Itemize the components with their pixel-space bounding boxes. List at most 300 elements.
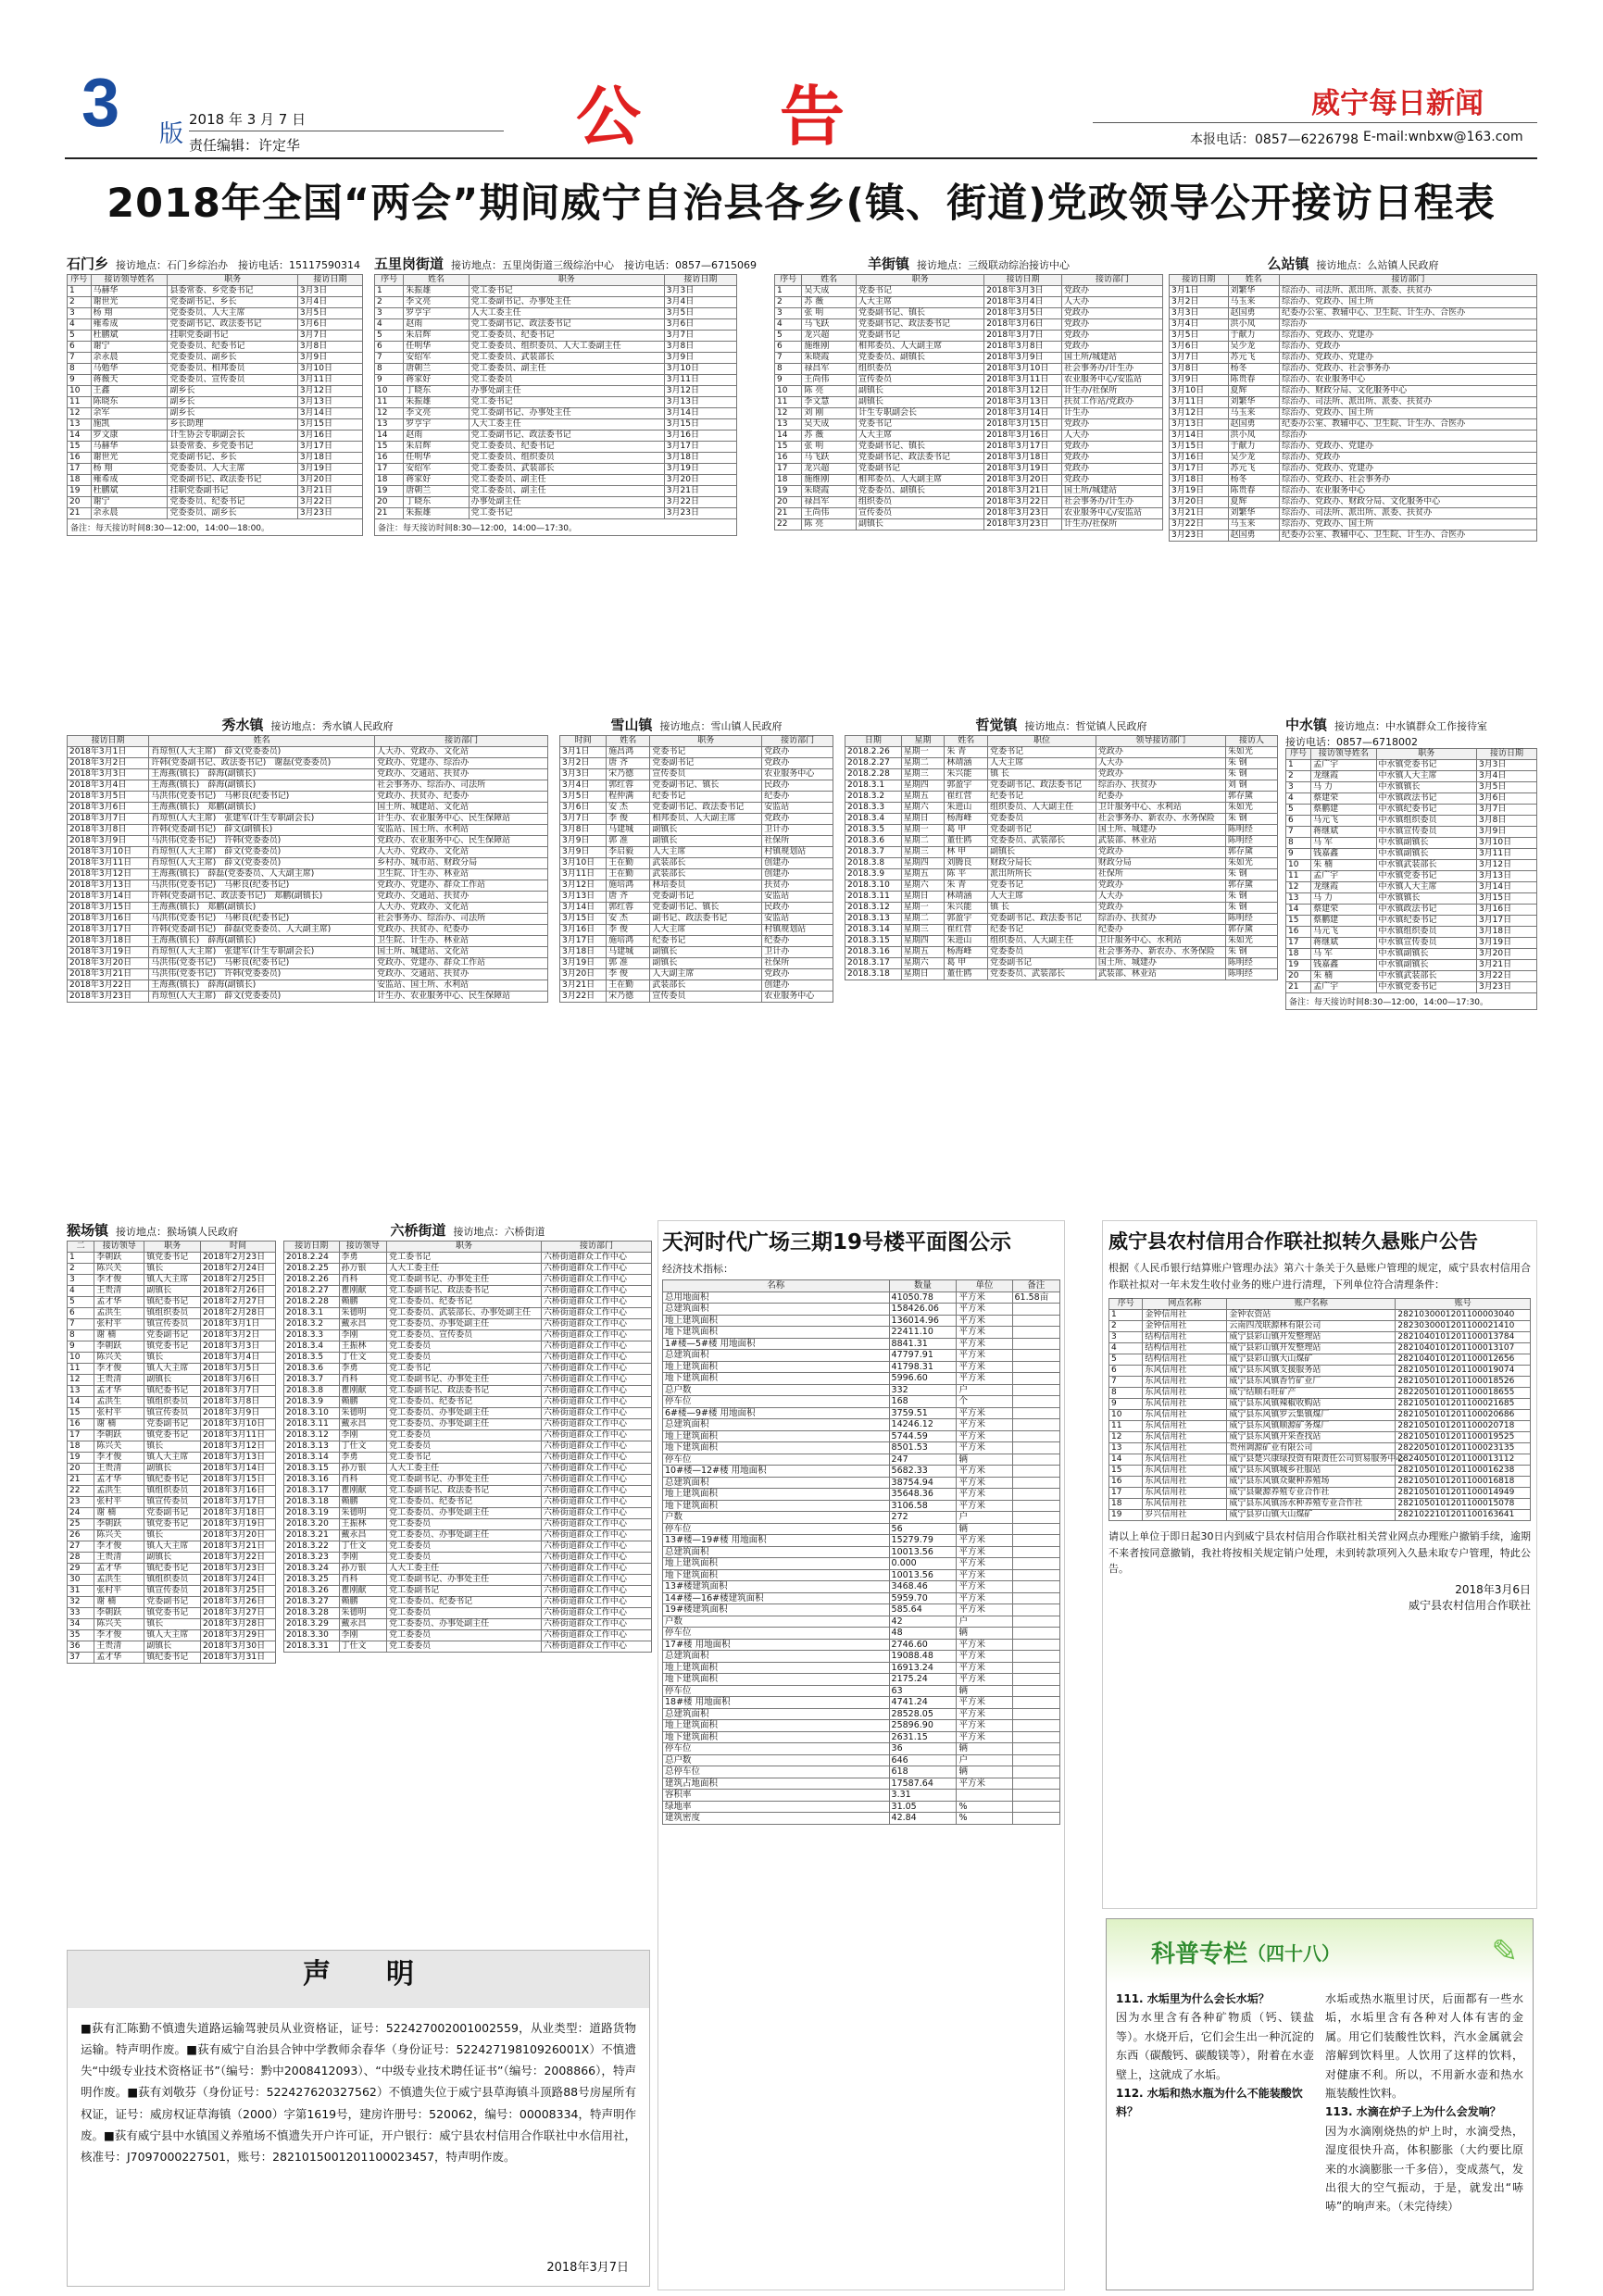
table-cell: 2018.2.25 <box>284 1264 340 1275</box>
table-cell: 朱如光 <box>1225 858 1277 869</box>
table-cell: 2018.3.29 <box>284 1619 340 1630</box>
table-cell: 党政办 <box>1062 475 1163 486</box>
table-row <box>560 814 833 825</box>
table-cell: 龙兴超 <box>802 464 857 475</box>
table-row <box>284 1497 652 1508</box>
table-row <box>68 1575 276 1586</box>
table-cell: 2018.3.6 <box>845 836 902 847</box>
table-row <box>68 825 548 836</box>
table-cell: 8 <box>68 364 92 375</box>
table-cell: 综治办、党政办、党建办 <box>1280 331 1537 342</box>
table-cell: 党工委书记 <box>387 1364 542 1375</box>
table-cell: 谢 楠 <box>94 1419 144 1430</box>
table-row <box>1286 849 1537 860</box>
table-cell: 13#楼建筑面积 <box>663 1581 890 1593</box>
section-phone: 接访电话：0857—6718002 <box>1285 736 1418 748</box>
table-cell: 停车位 <box>663 1685 890 1697</box>
table-cell: 瞿刚献 <box>339 1486 387 1497</box>
table-cell: 谢 楠 <box>94 1330 144 1341</box>
table-row <box>375 464 737 475</box>
table-cell: 蒋继斌 <box>1311 827 1376 838</box>
main-headline: 2018年全国“两会”期间威宁自治县各乡(镇、街道)党政领导公开接访日程表 <box>106 181 1496 227</box>
table-cell: 谢 楠 <box>94 1508 144 1519</box>
schedule-table <box>67 735 548 1003</box>
table-cell: 王鑫 <box>91 386 168 397</box>
table-cell: 3月22日 <box>297 497 362 508</box>
table-cell: 11 <box>775 397 802 408</box>
table-cell: 党委委员、武装部长 <box>988 969 1096 980</box>
table-cell: 2018.3.5 <box>845 825 902 836</box>
table-cell: 2018.3.17 <box>845 958 902 969</box>
table-row <box>775 486 1163 497</box>
table-cell: 镇 长 <box>988 769 1096 780</box>
table-cell: 李才俊 <box>94 1364 144 1375</box>
table-cell: 党工委副书记、办事处主任 <box>387 1275 542 1286</box>
table-cell: 党委副书记、乡长 <box>168 453 297 464</box>
table-cell: 洪小凤 <box>1228 430 1280 442</box>
table-cell: 宣传委员 <box>650 769 762 780</box>
table-cell: 户 <box>957 1616 1012 1628</box>
table-cell: 党政办 <box>1096 903 1225 914</box>
table-cell: 赵雨 <box>404 430 469 442</box>
table-row <box>68 892 548 903</box>
table-cell: 18 <box>68 1441 94 1453</box>
table-cell: 3月17日 <box>1170 464 1229 475</box>
table-cell: 李 俊 <box>607 969 650 980</box>
table-cell: 15279.79 <box>889 1535 957 1547</box>
table-cell: 安监站 <box>762 892 833 903</box>
table-cell: 17 <box>68 464 92 475</box>
table-cell: 纪委书记 <box>650 792 762 803</box>
table-row <box>1170 375 1537 386</box>
table-cell: 3月10日 <box>1476 838 1536 849</box>
table-cell: 东风信用社 <box>1143 1466 1227 1477</box>
table-cell: 王贵清 <box>94 1286 144 1297</box>
building-title: 天河时代广场三期19号楼平面图公示 <box>662 1230 1012 1254</box>
hotline: 本报电话：0857—6226798 <box>1190 132 1359 147</box>
table-row <box>68 1330 276 1341</box>
table-row <box>1109 1321 1531 1332</box>
table-row <box>663 1442 1060 1454</box>
table-cell: 党委书记 <box>988 880 1096 892</box>
table-cell <box>1012 1801 1060 1813</box>
table-cell <box>1012 1558 1060 1570</box>
table-cell: 646 <box>889 1754 957 1766</box>
table-cell: 蔡鹏建 <box>1311 916 1376 927</box>
table-cell: 星期一 <box>901 825 945 836</box>
table-cell: 31.05 <box>889 1801 957 1813</box>
table-cell: 卫计办 <box>762 825 833 836</box>
column-header: 接访日期 <box>984 275 1062 286</box>
table-row <box>68 969 548 980</box>
table-row <box>663 1801 1060 1813</box>
table-cell: 平方米 <box>957 1651 1012 1663</box>
column-header: 数量 <box>889 1280 957 1292</box>
table-cell: 王在勤 <box>607 980 650 992</box>
section-header <box>283 1220 652 1241</box>
table-cell: 副镇长 <box>856 397 983 408</box>
table-cell: 董仕鸥 <box>945 836 988 847</box>
table-cell: 王海燕(镇长) 薛海(副镇长) <box>149 780 375 792</box>
table-cell: 2018年3月2日 <box>68 758 149 769</box>
table-cell: 地上建筑面积 <box>663 1361 890 1373</box>
table-cell: 张村平 <box>94 1319 144 1330</box>
table-cell: 党工委委员、办事处副主任 <box>387 1408 542 1419</box>
table-cell: 东风信用社 <box>1143 1410 1227 1421</box>
table-cell: 卫计服务中心、水利站 <box>1096 936 1225 947</box>
section-houchang <box>67 1220 276 1942</box>
table-cell: 人大办、党政办、文化站 <box>375 903 548 914</box>
table-cell: 党委副书记、镇长 <box>856 442 983 453</box>
table-cell: 孟洪生 <box>94 1575 144 1586</box>
table-cell: 平方米 <box>957 1361 1012 1373</box>
table-cell: 赖鹏 <box>339 1297 387 1308</box>
table-row <box>1109 1499 1531 1510</box>
table-cell: 3月7日 <box>664 331 736 342</box>
table-cell: 副镇长 <box>144 1286 201 1297</box>
table-cell: 2018年3月28日 <box>201 1619 276 1630</box>
table-row <box>663 1304 1060 1316</box>
table-cell: 党委委员、副镇长 <box>856 486 983 497</box>
table-row <box>663 1454 1060 1466</box>
table-cell: 威宁县东风镇众聚种养殖场 <box>1227 1477 1396 1488</box>
table-cell: 刘繁华 <box>1228 508 1280 519</box>
table-cell: 地下建筑面积 <box>663 1373 890 1385</box>
table-cell: 2018.3.10 <box>845 880 902 892</box>
table-cell: 国土所、城建站、文化站 <box>375 947 548 958</box>
table-cell: 中水镇镇长 <box>1376 893 1476 905</box>
table-row <box>663 1489 1060 1501</box>
table-header-row <box>68 736 548 747</box>
table-cell: 2018.3.15 <box>845 936 902 947</box>
table-cell: 党工委副书记、政法委书记 <box>387 1386 542 1397</box>
table-cell: 2018.3.18 <box>845 969 902 980</box>
table-cell <box>957 1790 1012 1802</box>
table-cell: 党政办 <box>762 747 833 758</box>
table-cell: 许韩(党委副书记) 薛文(副镇长) <box>149 825 375 836</box>
table-cell: 吴天成 <box>802 419 857 430</box>
table-cell: 10013.56 <box>889 1546 957 1558</box>
table-row <box>775 453 1163 464</box>
table-cell: 2018年3月8日 <box>68 825 149 836</box>
table-cell: 六桥街道群众工作中心 <box>541 1553 651 1564</box>
table-cell: 党工委副书记、办事处主任 <box>469 408 664 419</box>
bank-signer: 威宁县农村信用合作联社 <box>1408 1598 1531 1612</box>
table-cell: 3月21日 <box>1476 960 1536 971</box>
table-cell: 3月17日 <box>1476 916 1536 927</box>
table-cell: 2821050101201100016818 <box>1396 1477 1531 1488</box>
table-cell: 陈明经 <box>1225 914 1277 925</box>
kepu-number: （四十八） <box>1247 1941 1341 1965</box>
table-cell: 2018年2月27日 <box>201 1297 276 1308</box>
table-cell <box>1012 1477 1060 1489</box>
table-cell: 六桥街道群众工作中心 <box>541 1297 651 1308</box>
table-row <box>68 364 363 375</box>
table-cell: 16 <box>68 453 92 464</box>
table-cell: 党工委委员 <box>387 1641 542 1653</box>
table-cell: 孟才华 <box>94 1653 144 1664</box>
table-row <box>284 1575 652 1586</box>
table-cell: 党工委副书记、办事处主任 <box>469 297 664 308</box>
table-row <box>68 1319 276 1330</box>
table-cell: 3月15日 <box>1476 893 1536 905</box>
kepu-q113: 113. 水滴在炉子上为什么会发响？ <box>1325 2105 1501 2119</box>
table-row <box>68 1541 276 1553</box>
table-cell: 2018.2.28 <box>284 1297 340 1308</box>
table-cell: 党委副书记、政法委书记 <box>650 803 762 814</box>
table-cell: 2821050101201100014949 <box>1396 1488 1531 1499</box>
table-row <box>663 1350 1060 1362</box>
table-row <box>845 814 1278 825</box>
table-cell: 星期日 <box>901 969 945 980</box>
table-cell: 2018年3月10日 <box>201 1419 276 1430</box>
table-cell: 中水镇副镇长 <box>1376 960 1476 971</box>
table-cell: 48 <box>889 1628 957 1640</box>
table-cell: 马洪伟(党委书记) 马彬良(纪委书记) <box>149 914 375 925</box>
table-cell: 3月20日 <box>1170 497 1229 508</box>
table-cell: 李才俊 <box>94 1275 144 1286</box>
table-cell: 瞿刚献 <box>339 1286 387 1297</box>
table-cell: 19 <box>68 1453 94 1464</box>
table-cell: 3月8日 <box>560 825 607 836</box>
table-cell: 2018年3月22日 <box>68 980 149 992</box>
table-cell: 停车位 <box>663 1743 890 1755</box>
table-cell: 2018.3.23 <box>284 1553 340 1564</box>
table-cell: 2821050101201100015078 <box>1396 1499 1531 1510</box>
table-cell: 33 <box>68 1608 94 1619</box>
table-cell: 2018.3.2 <box>284 1319 340 1330</box>
table-row <box>663 1639 1060 1651</box>
table-cell: 刘腾良 <box>945 858 988 869</box>
table-cell: 东风信用社 <box>1143 1499 1227 1510</box>
table-cell: 社会事务办、新农办、水务保险 <box>1096 947 1225 958</box>
table-cell: 42 <box>889 1616 957 1628</box>
table-cell: 2018年3月23日 <box>984 519 1062 530</box>
table-cell: 威宁县东风镇城乡社服站 <box>1227 1466 1396 1477</box>
table-cell: 总建筑面积 <box>663 1419 890 1431</box>
section-wulijie <box>374 254 757 696</box>
table-cell: 25896.90 <box>889 1720 957 1732</box>
table-row <box>1286 916 1537 927</box>
table-row <box>663 1535 1060 1547</box>
table-cell: 2018年3月12日 <box>984 386 1062 397</box>
table-row <box>663 1407 1060 1419</box>
table-cell: 郭存黛 <box>1225 792 1277 803</box>
table-cell: 2018年3月2日 <box>201 1330 276 1341</box>
table-cell: 2018年3月7日 <box>68 814 149 825</box>
table-cell: 于献力 <box>1228 331 1280 342</box>
table-cell: 计生办/社保所 <box>1062 519 1163 530</box>
table-cell <box>1012 1674 1060 1686</box>
table-cell: 中水镇组织委员 <box>1376 927 1476 938</box>
table-row <box>1286 782 1537 793</box>
table-cell: 程仲满 <box>607 792 650 803</box>
table-cell: 朱启辉 <box>404 442 469 453</box>
table-cell: 钱嘉鑫 <box>1311 849 1376 860</box>
table-row <box>560 925 833 936</box>
table-cell: 张村平 <box>94 1497 144 1508</box>
table-cell: 3月16日 <box>1170 453 1229 464</box>
table-cell: 镇纪委书记 <box>144 1386 201 1397</box>
table-cell: 6 <box>1286 816 1311 827</box>
table-cell: 3月5日 <box>560 792 607 803</box>
newspaper-brand: 威宁每日新闻 <box>1311 87 1484 120</box>
table-cell: 瞿刚献 <box>339 1586 387 1597</box>
table-cell: 20 <box>375 497 404 508</box>
table-cell: 星期四 <box>901 780 945 792</box>
table-cell: 六桥街道群众工作中心 <box>541 1264 651 1275</box>
table-cell: 六桥街道群众工作中心 <box>541 1341 651 1353</box>
table-cell: 3月16日 <box>664 430 736 442</box>
table-row <box>1286 893 1537 905</box>
table-cell: 施维刚 <box>802 342 857 353</box>
table-row <box>663 1581 1060 1593</box>
table-row <box>560 958 833 969</box>
table-cell: 张 明 <box>802 442 857 453</box>
table-cell: 2018.3.24 <box>284 1564 340 1575</box>
table-row <box>375 386 737 397</box>
table-cell: 2018年3月16日 <box>984 430 1062 442</box>
table-cell <box>1012 1535 1060 1547</box>
table-cell: 8841.31 <box>889 1338 957 1350</box>
section-name: 哲觉镇 <box>975 717 1018 733</box>
table-cell: 创建办 <box>762 980 833 992</box>
table-cell: 2018.3.13 <box>284 1441 340 1453</box>
table-row <box>375 364 737 375</box>
table-cell: 镇党委书记 <box>144 1341 201 1353</box>
table-cell: 谢 楠 <box>94 1597 144 1608</box>
table-cell: 3月14日 <box>1170 430 1229 442</box>
table-cell: 2018.3.30 <box>284 1630 340 1641</box>
table-cell: 平方米 <box>957 1327 1012 1339</box>
table-cell: 党工委副书记、政法委书记 <box>469 430 664 442</box>
table-cell: 国土所、城建站、文化站 <box>375 803 548 814</box>
table-cell: 党工委副书记、办事处主任 <box>387 1375 542 1386</box>
table-cell: 总建筑面积 <box>663 1350 890 1362</box>
table-cell: 3月9日 <box>560 836 607 847</box>
table-cell: 威宁县楚兴康绿投资有限责任公司贸易服务中心 <box>1227 1454 1396 1466</box>
table-cell: 3月10日 <box>664 364 736 375</box>
table-cell: 平方米 <box>957 1338 1012 1350</box>
table-cell: 吴天成 <box>802 286 857 297</box>
table-cell: 38754.94 <box>889 1477 957 1489</box>
table-row <box>68 1430 276 1441</box>
table-cell: 人大工委主任 <box>387 1264 542 1275</box>
table-cell <box>1012 1454 1060 1466</box>
table-cell: 郭红蓉 <box>607 903 650 914</box>
column-header: 接访部门 <box>1062 275 1163 286</box>
table-cell: 10#楼—12#楼 用地面积 <box>663 1466 890 1478</box>
table-cell: 2018年3月23日 <box>68 992 149 1003</box>
table-cell: 2018年3月31日 <box>201 1653 276 1664</box>
table-cell: 星期一 <box>901 747 945 758</box>
table-cell: 2018.2.27 <box>845 758 902 769</box>
table-header-row <box>775 275 1163 286</box>
table-row <box>68 386 363 397</box>
table-row <box>68 1475 276 1486</box>
table-cell: 张村平 <box>94 1408 144 1419</box>
table-cell: 镇纪委书记 <box>144 1297 201 1308</box>
table-row <box>1286 816 1537 827</box>
table-cell: 综治办、党政办、国土所 <box>1280 297 1537 308</box>
table-cell: 副乡长 <box>168 386 297 397</box>
table-cell: 王贵清 <box>94 1464 144 1475</box>
table-cell: 人大副主席 <box>650 969 762 980</box>
table-cell <box>1012 1685 1060 1697</box>
table-cell: 罗文康 <box>91 430 168 442</box>
table-cell: 平方米 <box>957 1708 1012 1720</box>
table-row <box>284 1253 652 1264</box>
table-cell: 禄昌军 <box>802 497 857 508</box>
table-cell: 肖琼恒(人大主席) 薛文(党委委员) <box>149 858 375 869</box>
table-cell: 国土所、城建办 <box>1096 825 1225 836</box>
table-cell: 罗亨宇 <box>404 308 469 319</box>
table-row <box>560 847 833 858</box>
table-row <box>1109 1488 1531 1499</box>
table-cell: 六桥街道群众工作中心 <box>541 1330 651 1341</box>
table-cell: 2 <box>1286 771 1311 782</box>
table-cell: 2018年3月11日 <box>201 1430 276 1441</box>
table-cell: 李朝跃 <box>94 1430 144 1441</box>
table-cell: 挂职党委副书记 <box>168 331 297 342</box>
table-cell: 郭 准 <box>607 958 650 969</box>
table-cell: 谢世光 <box>91 297 168 308</box>
table-cell: 272 <box>889 1512 957 1524</box>
table-cell: 2018年3月12日 <box>201 1441 276 1453</box>
table-cell: 陈明经 <box>1225 836 1277 847</box>
table-cell: 六桥街道群众工作中心 <box>541 1375 651 1386</box>
table-cell <box>1012 1512 1060 1524</box>
table-cell: 王海燕(镇长) 郑鹏(副镇长) <box>149 803 375 814</box>
table-cell: 13 <box>775 419 802 430</box>
table-cell: 2018年3月18日 <box>984 453 1062 464</box>
table-cell: 星期六 <box>901 958 945 969</box>
table-cell: 168 <box>889 1396 957 1408</box>
table-row <box>68 1553 276 1564</box>
table-cell: 17 <box>1109 1488 1143 1499</box>
table-row <box>68 331 363 342</box>
table-row <box>375 453 737 464</box>
table-row <box>560 892 833 903</box>
table-cell: 戴永昌 <box>339 1530 387 1541</box>
table-cell: 中水镇纪委书记 <box>1376 916 1476 927</box>
table-row <box>1170 464 1537 475</box>
table-cell: 2018年3月10日 <box>984 364 1062 375</box>
table-cell: 人大办、党政办、文化站 <box>375 747 548 758</box>
table-cell: 18 <box>1109 1499 1143 1510</box>
table-cell: 3月11日 <box>1170 397 1229 408</box>
table-cell: 2823030001201100021410 <box>1396 1321 1531 1332</box>
table-cell: 施凯 <box>91 419 168 430</box>
kepu-q112: 112. 水垢和热水瓶为什么不能装酸饮料？ <box>1116 2086 1303 2119</box>
table-cell: 六桥街道群众工作中心 <box>541 1619 651 1630</box>
table-row <box>663 1327 1060 1339</box>
table-cell: 李朝跃 <box>94 1519 144 1530</box>
table-cell: 威宁县彩山镇大山煤矿 <box>1227 1354 1396 1366</box>
table-row <box>68 1653 276 1664</box>
table-row <box>68 758 548 769</box>
section-building <box>657 1220 1065 2290</box>
table-row <box>663 1546 1060 1558</box>
table-cell: 6 <box>375 342 404 353</box>
table-cell <box>1012 1651 1060 1663</box>
table-cell: 平方米 <box>957 1477 1012 1489</box>
table-cell: 吴少龙 <box>1228 453 1280 464</box>
table-cell: 党政办、交通站、扶贫办 <box>375 969 548 980</box>
table-cell: 党工委委员 <box>387 1441 542 1453</box>
table-cell: 平方米 <box>957 1569 1012 1581</box>
table-cell: 卫计服务中心、水利站 <box>1096 803 1225 814</box>
